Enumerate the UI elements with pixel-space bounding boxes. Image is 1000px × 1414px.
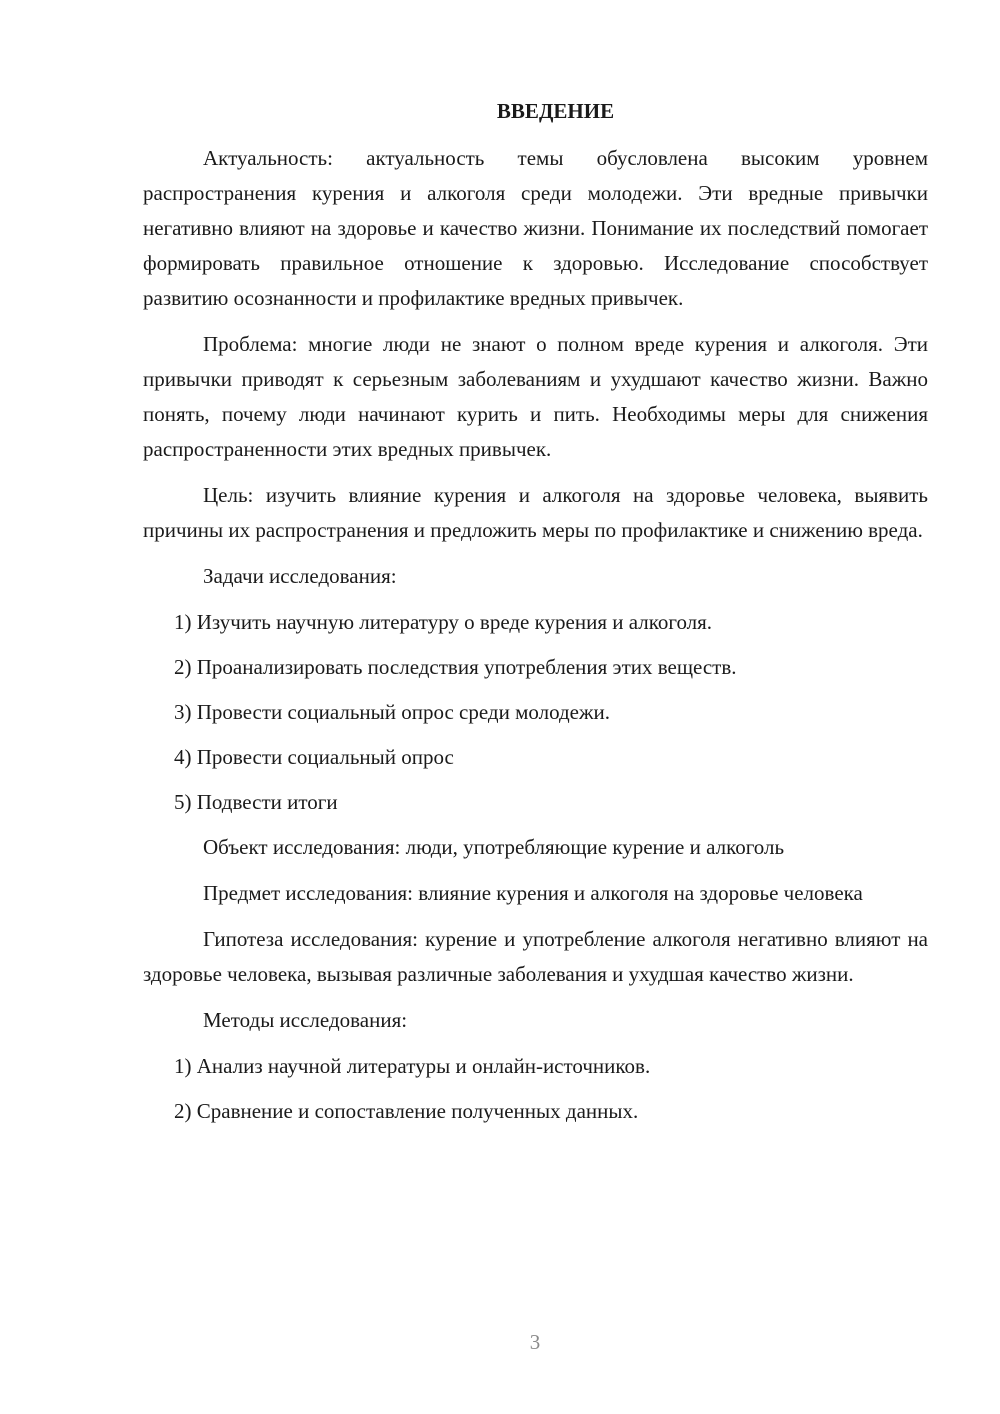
tasks-list	[143, 605, 928, 820]
subject-paragraph: Предмет исследования: влияние курения и алкоголя на здоровье человека	[203, 881, 863, 905]
problem-paragraph: Проблема: многие люди не знают о полном вреде курения и алкоголя. Эти привычки приводят к серьезным заболеваниям и ухудшают качество жизни. Важно понять, почему люди начинают курить и пить. Необходимы меры для снижения распространенности этих вредных привычек.	[143, 332, 928, 461]
method-item: 2) Сравнение и сопоставление полученных данных.	[174, 1099, 639, 1123]
relevance-paragraph: Актуальность: актуальность темы обусловлена высоким уровнем распространения курения и алкоголя среди молодежи. Эти вредные привычки негативно влияют на здоровье и качество жизни. Понимание их последствий помогает формировать правильное отношение к здоровью. Исследование способствует развитию осознанности и профилактике вредных привычек.	[143, 146, 928, 310]
task-item: 4) Провести социальный опрос	[174, 745, 454, 769]
task-item: 2) Проанализировать последствия употребления этих веществ.	[174, 655, 737, 679]
methods-list	[143, 1049, 928, 1129]
task-item: 5) Подвести итоги	[174, 790, 338, 814]
hypothesis-paragraph: Гипотеза исследования: курение и употребление алкоголя негативно влияют на здоровье человека, вызывая различные заболевания и ухудшая качество жизни.	[143, 927, 928, 986]
object-paragraph: Объект исследования: люди, употребляющие курение и алкоголь	[203, 835, 785, 859]
task-item: 1) Изучить научную литературу о вреде курения и алкоголя.	[174, 610, 713, 634]
goal-paragraph: Цель: изучить влияние курения и алкоголя на здоровье человека, выявить причины их распространения и предложить меры по профилактике и снижению вреда.	[143, 483, 928, 542]
section-title: ВВЕДЕНИЕ	[496, 99, 615, 123]
page-number: 3	[529, 1330, 541, 1354]
method-item: 1) Анализ научной литературы и онлайн-источников.	[174, 1054, 651, 1078]
task-item: 3) Провести социальный опрос среди молодежи.	[174, 700, 610, 724]
methods-heading: Методы исследования:	[203, 1008, 408, 1032]
tasks-heading: Задачи исследования:	[203, 564, 397, 588]
